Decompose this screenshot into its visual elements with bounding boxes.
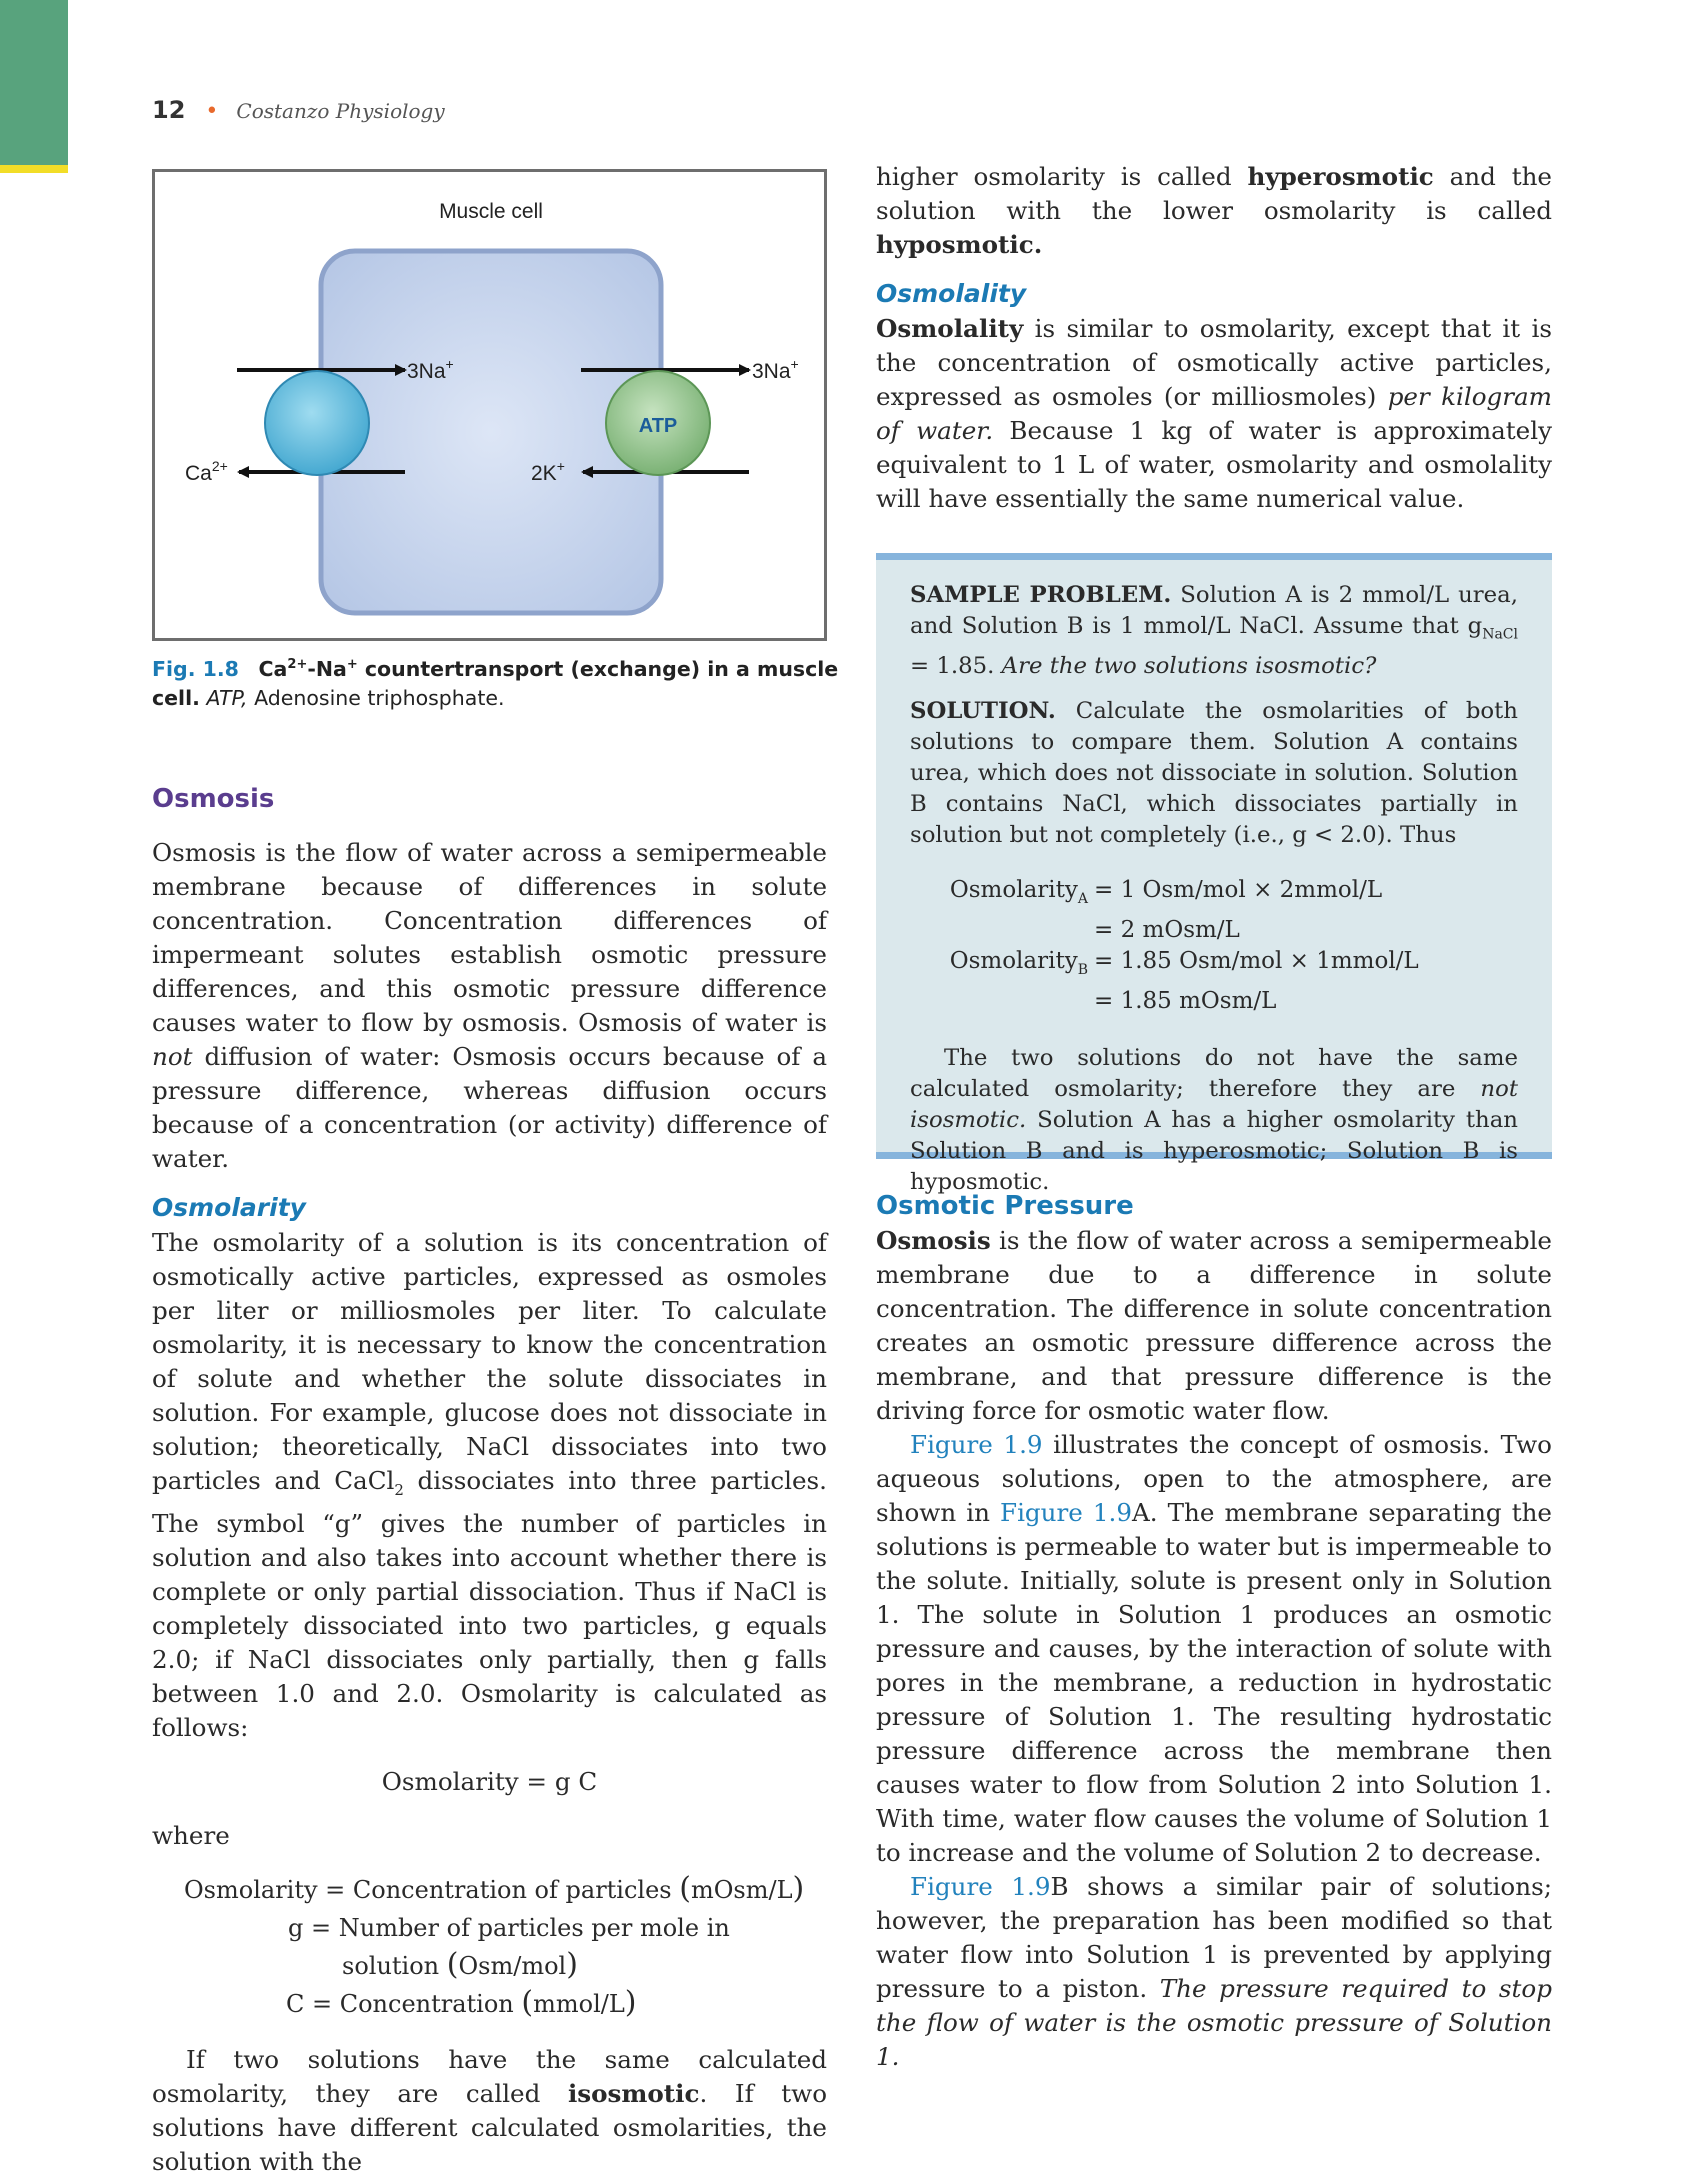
where-label: where xyxy=(152,1820,230,1850)
paragraph-osmosis: Osmosis is the flow of water across a semipermeable membrane because of differences in solute concentration. Concentration differences of impermeant solutes establish osmotic pressure differences, and this osmotic pressure difference causes water to flow by osmosis. Osmosis of water is not diffusion of water: Osmosis occurs because of a pressure difference, whereas diffusion occurs because of a concentration (or activity) difference of water. xyxy=(152,838,827,1173)
figure-link[interactable]: Figure 1.9 xyxy=(910,1430,1043,1459)
paragraph-continued: higher osmolarity is called hyperosmotic and the solution with the lower osmolarity is called hyposmotic. xyxy=(876,162,1552,259)
equation-b-line1: Osmolarity$_B$ = 1.85 Osm/mol × 1mmol/L xyxy=(949,947,1419,978)
paragraph-osmotic-1: Osmosis is the flow of water across a semipermeable membrane due to a difference in solute concentration. The difference in solute concentration creates an osmotic pressure difference across the membrane, and that pressure difference is the driving force for osmotic water flow. xyxy=(876,1226,1552,1425)
right-column xyxy=(876,160,1552,516)
paragraph-osmolarity: The osmolarity of a solution is its concentration of osmotically active particles, expressed as osmoles per liter or milliosmoles per liter. To calculate osmolarity, it is necessary to know the concentration of solute and whether the solute dissociates in solution. For example, glucose does not dissociate in solution; theoretically, NaCl dissociates into two particles and CaCl$_2$ dissociates into three particles. The symbol “g” gives the number of particles in solution and also takes into account whether there is complete or only partial dissociation. Thus if NaCl is completely dissociated into two particles, g equals 2.0; if NaCl dissociates only partially, then g falls between 1.0 and 2.0. Osmolarity is calculated as follows: xyxy=(152,1228,827,1742)
paragraph-osmolality: Osmolality is similar to osmolarity, except that it is the concentration of osmotically active particles, expressed as osmoles (or milliosmoles) per kilogram of water. Because 1 kg of water is approximately equivalent to 1 L of water, osmolarity and osmolality will have essentially the same numerical value. xyxy=(876,314,1553,513)
equation-b-line2: = 1.85 mOsm/L xyxy=(1094,987,1277,1014)
paragraph-osmotic-3: Figure 1.9B shows a similar pair of solutions; however, the preparation has been modified so that water flow into Solution 1 is prevented by applying pressure to a piston. The pressure required to stop the flow of water is the osmotic pressure of Solution 1. xyxy=(876,1872,1552,2071)
caption-abbr: ATP, xyxy=(206,685,248,710)
left-column xyxy=(152,782,827,2175)
figure-caption xyxy=(152,650,842,713)
definition-g: g = Number of particles per mole in xyxy=(288,1913,730,1942)
definition-c: C = Concentration (mmol/L) xyxy=(286,1984,637,2020)
ion-label-2k: 2K+ xyxy=(531,458,565,485)
figure-link[interactable]: Figure 1.9 xyxy=(1000,1498,1132,1527)
paragraph-osmotic-2: Figure 1.9 illustrates the concept of osmosis. Two aqueous solutions, open to the atmosphere, are shown in Figure 1.9A. The membrane separating the solutions is permeable to water but is impermeable to the solute. Initially, solute is present only in Solution 1. The solute in Solution 1 produces an osmotic pressure and causes, by the interaction of solute with pores in the membrane, a reduction in hydrostatic pressure of Solution 1. The resulting hydrostatic pressure difference across the membrane then causes water to flow from Solution 2 into Solution 1. With time, water flow causes the volume of Solution 1 to increase and the volume of Solution 2 to decrease. xyxy=(876,1430,1552,1867)
heading-osmolarity: Osmolarity xyxy=(152,1193,306,1222)
definition-osmolarity: Osmolarity = Concentration of particles (mOsm/L) xyxy=(184,1870,805,1906)
heading-osmolality: Osmolality xyxy=(876,279,1027,308)
sample-solution-text: SOLUTION. Calculate the osmolarities of both solutions to compare them. Solution A contains urea, which does not dissociate in solution. Solution B contains NaCl, which dissociates partially in solution but not completely (i.e., g < 2.0). Thus xyxy=(910,697,1518,848)
figure-1-8 xyxy=(152,169,827,641)
cell-label: Muscle cell xyxy=(439,200,543,223)
page-number: 12 xyxy=(152,96,186,124)
right-column-lower xyxy=(876,1188,1552,2074)
equation-definitions xyxy=(184,1871,827,2023)
ion-label-3na-left: 3Na+ xyxy=(407,356,454,383)
definition-g-cont: solution (Osm/mol) xyxy=(342,1946,578,1982)
caption-title: $Ca^{2+}-Na^+$ countertransport (exchange) in a muscle cell. xyxy=(152,656,839,710)
osmolarity-equation: Osmolarity = g C xyxy=(381,1766,598,1796)
figure-number: Fig. 1.8 xyxy=(152,656,239,681)
ion-label-3na-right: 3Na+ xyxy=(752,356,799,383)
paragraph-isosmotic: If two solutions have the same calculated osmolarity, they are called isosmotic. If two solutions have different calculated osmolarities, the solution with the xyxy=(152,2044,828,2175)
header-bullet: • xyxy=(205,99,219,124)
chapter-tab xyxy=(0,0,68,165)
sample-problem-text: SAMPLE PROBLEM. Solution A is 2 mmol/L urea, and Solution B is 1 mmol/L NaCl. Assume that $g_{NaCl} = 1.85$. Are the two solutions isosmotic? xyxy=(910,582,1518,679)
countertransport-diagram xyxy=(155,172,824,638)
exchanger-icon xyxy=(265,371,369,475)
sample-equations xyxy=(948,875,1518,1017)
sample-problem-box xyxy=(876,553,1552,1195)
ion-label-ca: $Ca^{2+}$ xyxy=(185,458,228,485)
heading-osmotic-pressure: Osmotic Pressure xyxy=(876,1191,1134,1221)
running-title: Costanzo Physiology xyxy=(236,99,445,123)
running-header xyxy=(152,96,445,126)
equation-a-line1: Osmolarity$_A$ = 1 Osm/mol × 2mmol/L xyxy=(949,876,1383,907)
equation-a-line2: = 2 mOsm/L xyxy=(1094,916,1240,943)
caption-abbr-def: Adenosine triphosphate. xyxy=(247,685,505,710)
atp-label: ATP xyxy=(638,415,678,437)
chapter-tab-stripe xyxy=(0,165,68,173)
figure-link[interactable]: Figure 1.9 xyxy=(910,1872,1051,1901)
heading-osmosis: Osmosis xyxy=(152,784,275,814)
sample-conclusion: The two solutions do not have the same calculated osmolarity; therefore they are not isosmotic. Solution A has a higher osmolarity than Solution B and is hyperosmotic; Solution B is hyposmotic. xyxy=(910,1044,1518,1195)
